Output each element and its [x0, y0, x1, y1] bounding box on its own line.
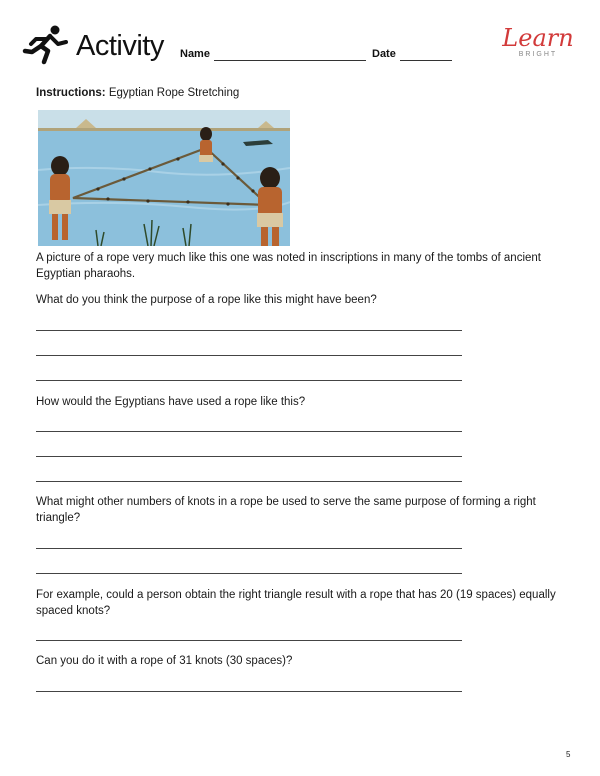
name-field[interactable] — [214, 60, 366, 61]
date-field[interactable] — [400, 60, 452, 61]
instructions-label: Instructions: — [36, 87, 106, 99]
question-4: For example, could a person obtain the right triangle result with a rope that has 20 (19 spaces) equally spaced knots? — [36, 589, 556, 617]
instructions — [36, 87, 239, 99]
egyptian-rope-stretching-illustration — [38, 110, 290, 246]
instructions-text: Egyptian Rope Stretching — [108, 87, 240, 99]
name-label: Name — [180, 48, 210, 60]
logo-main-text: Learn — [502, 24, 574, 52]
question-5: Can you do it with a rope of 31 knots (30 spaces)? — [36, 655, 293, 667]
question-2: How would the Egyptians have used a rope like this? — [36, 396, 306, 408]
logo-sub-text: BRIGHT — [518, 51, 558, 58]
intro-paragraph: A picture of a rope very much like this one was noted in inscriptions in many of the tombs of ancient Egyptian pharaohs. — [36, 252, 541, 280]
answer-line[interactable] — [36, 456, 462, 457]
question-1: What do you think the purpose of a rope like this might have been? — [36, 294, 377, 306]
answer-line[interactable] — [36, 355, 462, 356]
page-title: Activity — [76, 30, 164, 62]
answer-line[interactable] — [36, 573, 462, 574]
answer-line[interactable] — [36, 548, 462, 549]
answer-line[interactable] — [36, 380, 462, 381]
answer-line[interactable] — [36, 431, 462, 432]
answer-line[interactable] — [36, 330, 462, 331]
page-number: 5 — [566, 750, 571, 759]
runner-icon — [22, 24, 70, 66]
learn-bright-logo — [496, 26, 580, 70]
date-label: Date — [372, 48, 396, 60]
question-3: What might other numbers of knots in a rope be used to serve the same purpose of forming a right triangle? — [36, 496, 536, 524]
answer-line[interactable] — [36, 640, 462, 641]
answer-line[interactable] — [36, 691, 462, 692]
answer-line[interactable] — [36, 481, 462, 482]
